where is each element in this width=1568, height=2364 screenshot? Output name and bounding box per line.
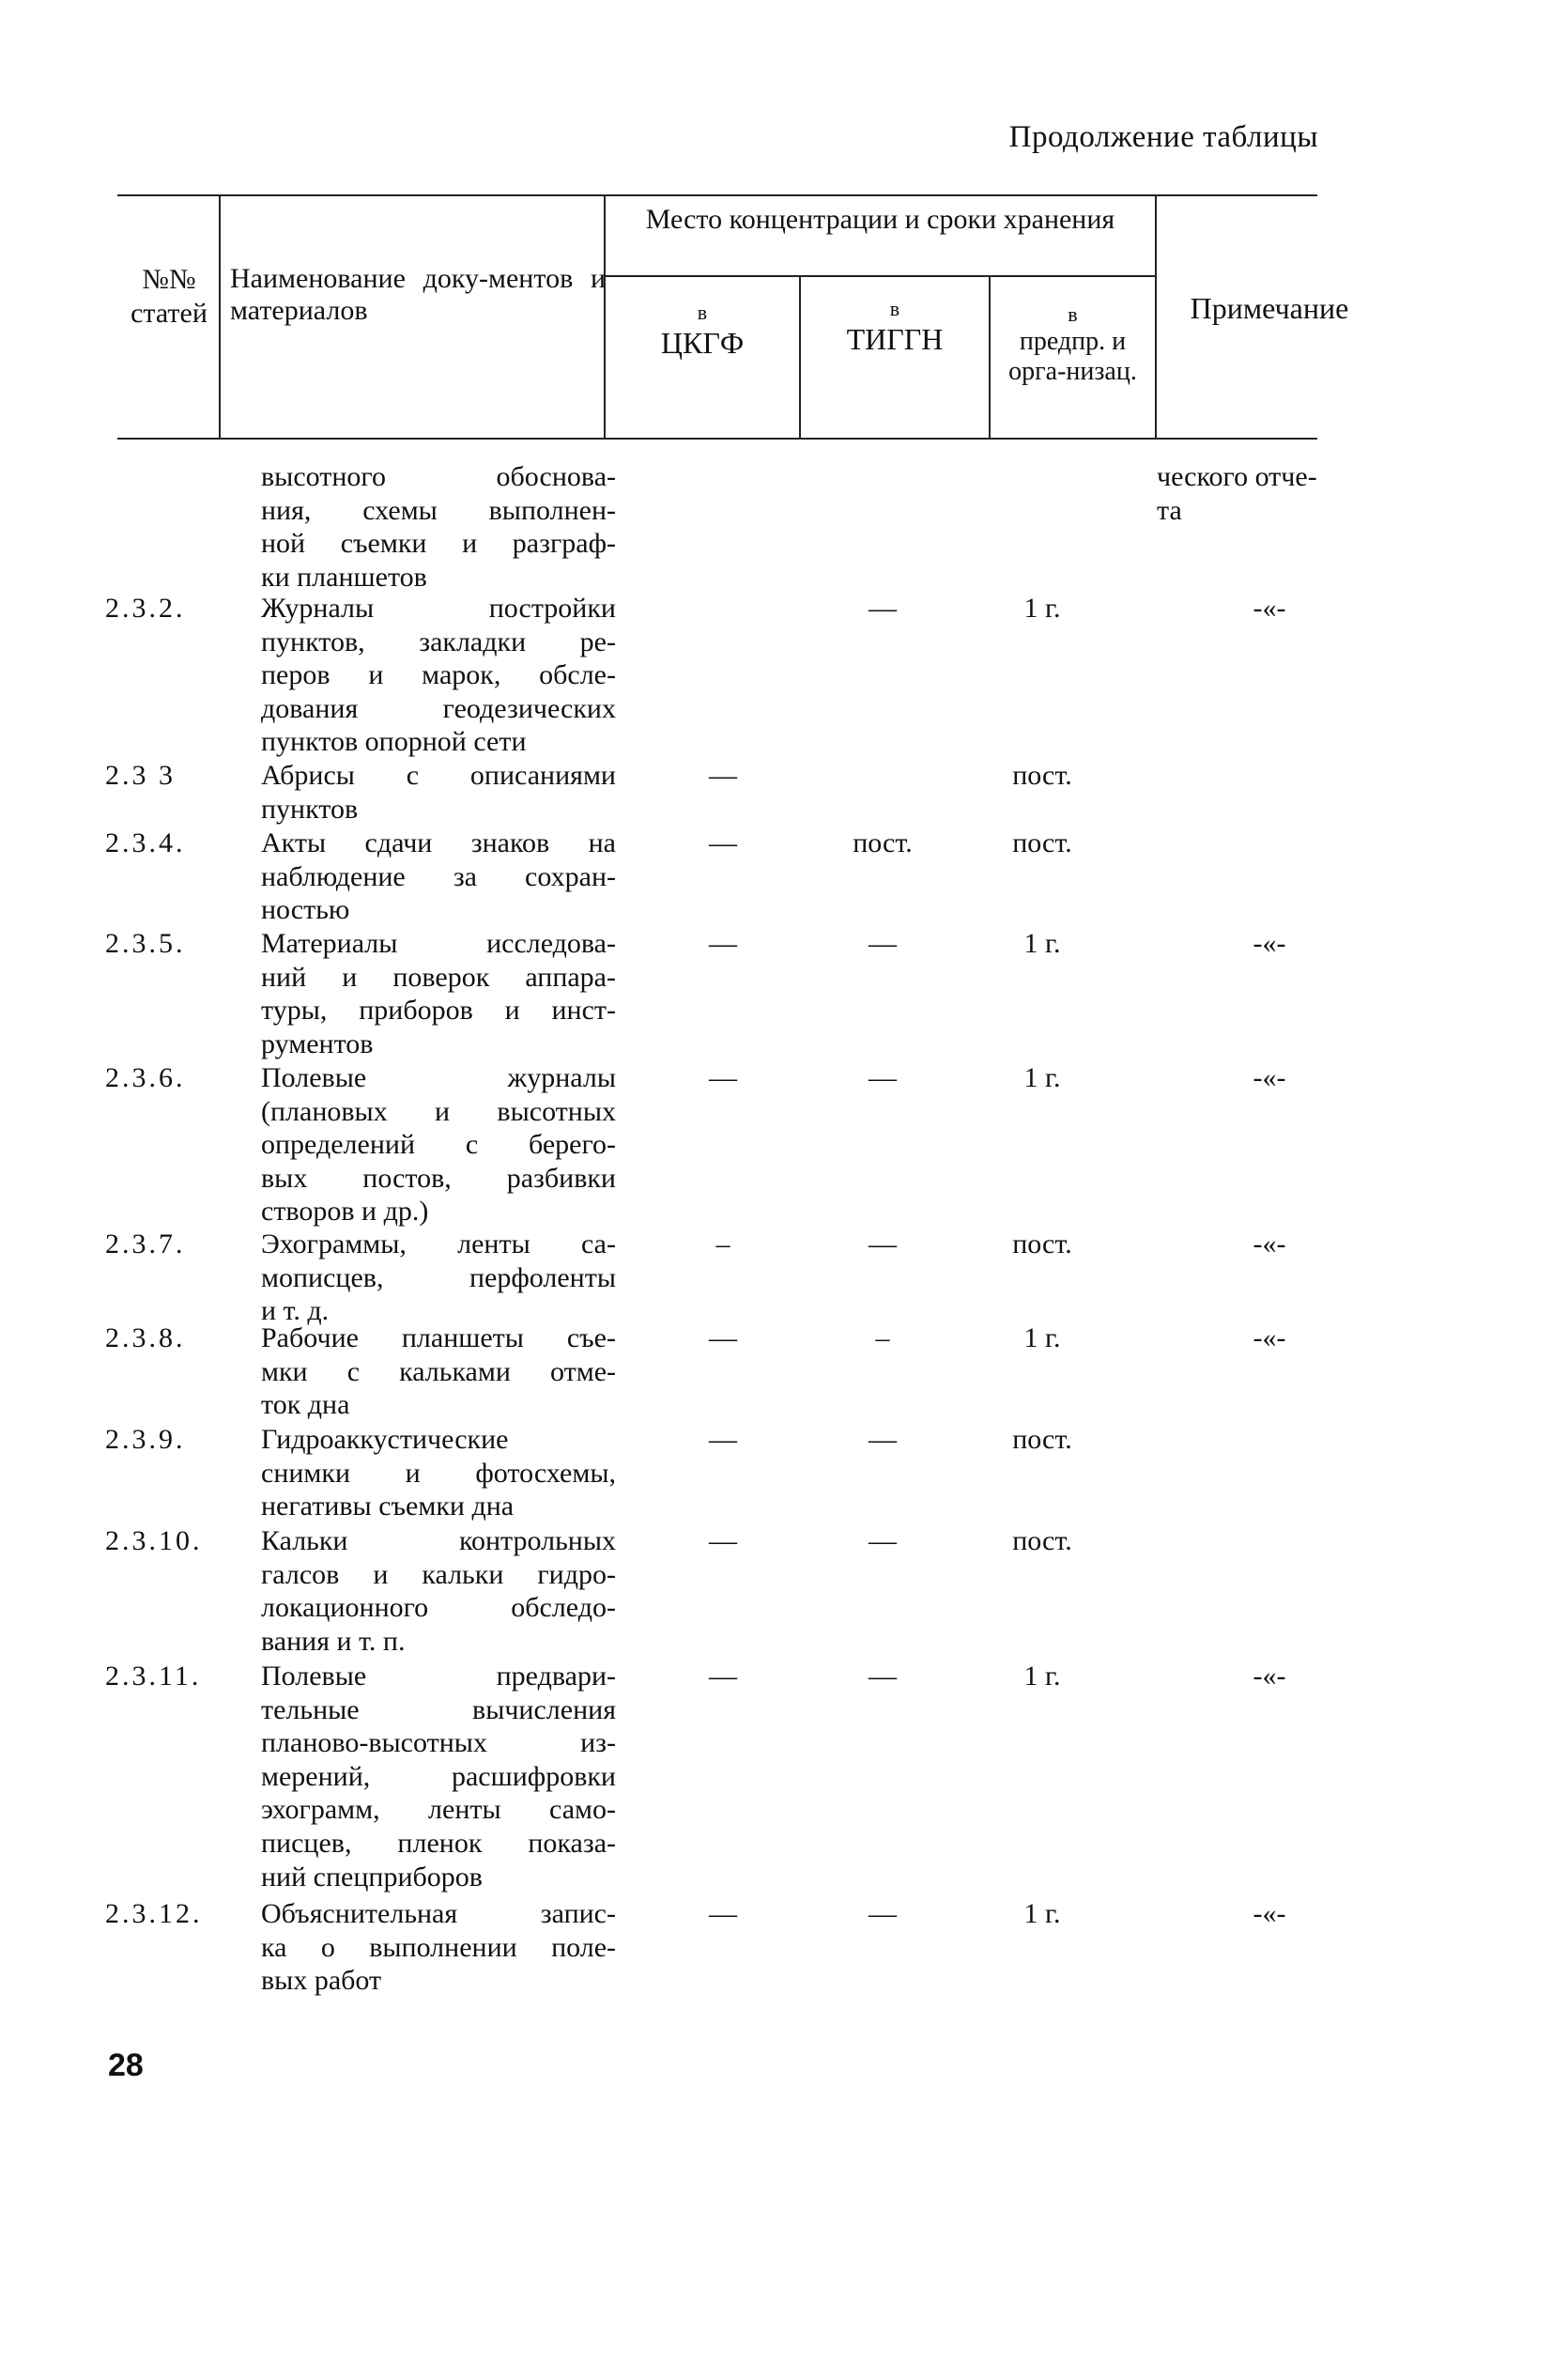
row-note [1157,927,1382,961]
row-name-line: тельные вычисления [261,1693,616,1725]
row-enterprise-value: пост. [1012,827,1072,858]
row-tiggn-value: — [869,1062,897,1093]
row-name-line: ностью [261,894,350,926]
row-enterprise-value: 1 г. [1023,1661,1061,1692]
header-tiggn [801,297,989,357]
row-document-name [261,759,616,826]
row-note-line: -«- [1253,1228,1286,1259]
row-name-line: наблюдение за сохран- [261,860,616,892]
row-note-line: -«- [1253,928,1286,959]
row-number: 2.3.5. [105,928,186,959]
row-document-name [261,1423,616,1523]
row-enterprise-value: пост. [1012,1424,1072,1455]
row-name-line: Акты сдачи знаков на [261,827,616,858]
row-name-line: Абрисы с описаниями [261,760,616,791]
row-ckgf-value: — [709,1525,737,1556]
row-document-name [261,827,616,927]
row-document-name [261,460,616,594]
row-name-line: галсов и кальки гидро- [261,1558,616,1590]
row-ckgf-value: — [709,760,737,791]
row-note-line: та [1157,494,1182,526]
row-tiggn-value: — [869,1424,897,1455]
row-enterprise-value: пост. [1012,760,1072,791]
header-name: Наименование доку-ментов и материалов [230,263,606,326]
row-number: 2.3.4. [105,827,186,858]
row-note [1157,1321,1382,1355]
row-document-name [261,1660,616,1893]
row-name-line: ной съемки и разграф- [261,528,616,560]
row-name-line: снимки и фотосхемы, [261,1457,616,1489]
row-name-line: Объяснительная запис- [261,1898,616,1929]
row-number: 2.3 3 [105,760,176,791]
header-pred [991,302,1155,387]
row-document-name [261,927,616,1060]
row-document-name [261,1897,616,1998]
row-ckgf-value: — [709,1424,737,1455]
row-number: 2.3.9. [105,1424,186,1455]
row-tiggn-value: — [869,1228,897,1259]
row-note [1157,1228,1382,1261]
row-tiggn-value: — [869,928,897,959]
row-ckgf-value: — [709,1322,737,1353]
place-subheader-rule [604,275,1155,277]
row-note [1157,1061,1382,1095]
row-name-line: ка о выполнении поле- [261,1931,616,1963]
row-tiggn-value: — [869,1898,897,1929]
row-note-line: -«- [1253,1661,1286,1692]
row-enterprise-value: 1 г. [1023,1898,1061,1929]
row-name-line: ния, схемы выполнен- [261,494,616,526]
row-tiggn-value: пост. [853,827,913,858]
row-name-line: туры, приборов и инст- [261,995,616,1027]
row-name-line: писцев, пленок показа- [261,1827,616,1859]
row-name-line: Гидроаккустические [261,1424,509,1455]
row-document-name [261,592,616,759]
row-name-line: Полевые журналы [261,1062,616,1093]
row-note-line: -«- [1253,1898,1286,1929]
row-tiggn-value: — [869,593,897,624]
row-name-line: и т. д. [261,1295,330,1327]
row-name-line: мерений, расшифровки [261,1760,616,1792]
header-ckgf [606,301,799,361]
row-name-line: мки с кальками отме- [261,1355,616,1387]
row-number: 2.3.8. [105,1322,186,1353]
row-tiggn-value: — [869,1525,897,1556]
row-name-line: Рабочие планшеты съе- [261,1322,616,1353]
row-name-line: вания и т. п. [261,1625,406,1657]
continuation-title: Продолжение таблицы [1008,120,1318,154]
row-note [1157,1897,1382,1931]
row-enterprise-value: пост. [1012,1525,1072,1556]
row-name-line: рументов [261,1027,374,1059]
header-place: Место концентрации и сроки хранения [645,204,1115,235]
row-ckgf-value: — [709,827,737,858]
header-ckgf-prefix: в [697,301,708,324]
row-name-line: планово-высотных из- [261,1727,616,1759]
row-name-line: определений с берего- [261,1129,616,1161]
row-name-line: Журналы постройки [261,593,616,624]
row-number: 2.3.10. [105,1525,203,1556]
header-pred-label: предпр. и орга-низац. [1008,327,1137,386]
row-enterprise-value: 1 г. [1023,928,1061,959]
row-note-line: ческого отче- [1157,461,1317,492]
row-ckgf-value: — [709,1062,737,1093]
row-name-line: ки планшетов [261,561,427,593]
row-document-name [261,1228,616,1328]
row-name-line: дования геодезических [261,692,616,724]
row-enterprise-value: пост. [1012,1228,1072,1259]
row-name-line: Полевые предвари- [261,1661,616,1692]
row-note [1157,592,1382,626]
row-name-line: негативы съемки дна [261,1491,515,1522]
row-name-line: перов и марок, обсле- [261,659,616,691]
row-enterprise-value: 1 г. [1023,1062,1061,1093]
page-number: 28 [108,2047,144,2083]
row-name-line: ний и поверок аппара- [261,961,616,993]
row-name-line: створов и др.) [261,1196,429,1228]
row-number: 2.3.2. [105,593,186,624]
row-name-line: вых постов, разбивки [261,1162,616,1194]
row-note [1157,460,1382,527]
row-number: 2.3.7. [105,1228,186,1259]
row-name-line: эхограмм, ленты само- [261,1794,616,1826]
row-ckgf-value: — [709,928,737,959]
row-ckgf-value: — [709,1661,737,1692]
row-number: 2.3.11. [105,1661,202,1692]
row-name-line: ток дна [261,1389,350,1421]
row-ckgf-value: – [715,1228,730,1259]
row-name-line: вых работ [261,1965,382,1997]
header-top-rule [117,194,1317,196]
row-name-line: Кальки контрольных [261,1525,616,1556]
row-note-line: -«- [1253,593,1286,624]
row-note-line: -«- [1253,1322,1286,1353]
row-tiggn-value: – [875,1322,890,1353]
row-number: 2.3.12. [105,1898,203,1929]
row-name-line: пунктов опорной сети [261,726,527,758]
header-tiggn-prefix: в [889,297,900,320]
row-note-line: -«- [1253,1062,1286,1093]
row-note [1157,1660,1382,1693]
row-document-name [261,1321,616,1422]
row-document-name [261,1061,616,1228]
header-pred-prefix: в [1068,302,1078,326]
row-name-line: пунктов, закладки ре- [261,626,616,657]
row-name-line: высотного обоснова- [261,461,616,492]
row-enterprise-value: 1 г. [1023,593,1061,624]
row-number: 2.3.6. [105,1062,186,1093]
header-bottom-rule [117,438,1317,440]
row-name-line: Эхограммы, ленты са- [261,1228,616,1259]
row-document-name [261,1524,616,1658]
header-tiggn-label: ТИГГН [846,322,944,356]
header-ckgf-label: ЦКГФ [660,326,745,360]
header-note: Примечание [1190,291,1349,325]
row-name-line: Материалы исследова- [261,928,616,959]
header-number: №№ статей [131,264,208,329]
row-name-line: локационного обследо- [261,1592,616,1624]
row-name-line: пунктов [261,793,359,825]
row-enterprise-value: 1 г. [1023,1322,1061,1353]
row-name-line: ний спецприборов [261,1861,483,1893]
row-tiggn-value: — [869,1661,897,1692]
row-name-line: (плановых и высотных [261,1095,616,1127]
row-name-line: мописцев, перфоленты [261,1261,616,1293]
row-ckgf-value: — [709,1898,737,1929]
